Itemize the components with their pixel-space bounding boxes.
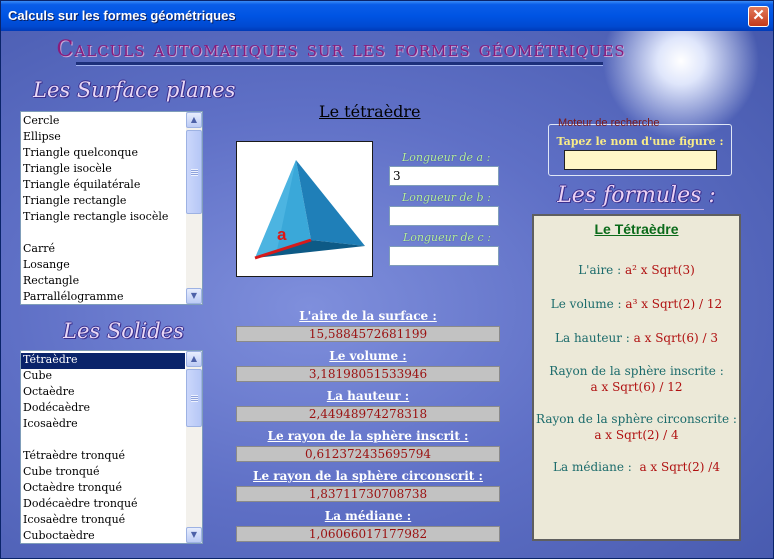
circumscribed-radius-label: Le rayon de la sphère circonscrit :	[253, 469, 483, 483]
scroll-down-icon[interactable]: ▼	[186, 527, 202, 543]
search-input[interactable]	[564, 150, 717, 170]
list-item[interactable]: Triangle équilatérale	[23, 178, 141, 191]
main-title: Calculs automatiques sur les formes géométriques	[56, 37, 626, 62]
formula-circumscribed-radius: Rayon de la sphère circonscrite : a x Sqrt(2) / 4	[536, 412, 737, 442]
list-item[interactable]: Rectangle	[23, 274, 80, 287]
length-c-label: Longueur de c :	[403, 231, 491, 244]
length-b-input[interactable]	[389, 206, 499, 226]
surfaces-heading: Les Surface planes	[33, 78, 236, 102]
edge-a-label: a	[277, 225, 287, 244]
list-item[interactable]: Triangle rectangle isocèle	[23, 210, 169, 223]
list-item[interactable]: Cercle	[23, 114, 60, 127]
area-value: 15,5884572681199	[236, 326, 500, 342]
solides-heading: Les Solides	[63, 319, 184, 343]
list-item[interactable]: Tétraèdre	[21, 353, 185, 369]
surfaces-scrollbar[interactable]	[186, 112, 202, 304]
search-prompt: Tapez le nom d'une figure :	[556, 135, 724, 148]
list-item[interactable]: Losange	[23, 258, 70, 271]
list-item[interactable]: Triangle isocèle	[23, 162, 112, 175]
scroll-up-icon[interactable]: ▲	[186, 351, 202, 367]
close-button[interactable]: ✕	[748, 6, 769, 27]
area-label: L'aire de la surface :	[299, 309, 437, 323]
list-item[interactable]: Cuboctaèdre	[23, 529, 95, 542]
volume-label: Le volume :	[329, 349, 407, 363]
median-value: 1,06066017177982	[236, 526, 500, 542]
window-title: Calculs sur les formes géométriques	[8, 8, 236, 23]
list-item[interactable]: Dodécaèdre tronqué	[23, 497, 138, 510]
formulas-underline	[584, 209, 704, 210]
solides-scrollbar[interactable]	[186, 351, 202, 543]
list-item[interactable]: Dodécaèdre	[23, 401, 91, 414]
shape-image	[236, 141, 373, 277]
formulas-heading: Les formules :	[557, 183, 716, 208]
median-label: La médiane :	[324, 509, 412, 523]
tetrahedron-icon	[237, 142, 372, 276]
list-item[interactable]: Tétraèdre tronqué	[23, 449, 126, 462]
search-group	[548, 117, 732, 176]
list-item[interactable]: Ellipse	[23, 130, 61, 143]
solides-list	[21, 353, 185, 544]
formula-inscribed-radius: Rayon de la sphère inscrite : a x Sqrt(6) / 12	[549, 364, 724, 394]
surfaces-listbox[interactable]	[20, 111, 203, 305]
shape-title: Le tétraèdre	[319, 102, 421, 121]
list-item[interactable]: Cube	[23, 369, 53, 382]
height-label: La hauteur :	[326, 389, 410, 403]
formula-median: La médiane : a x Sqrt(2) /4	[553, 460, 720, 474]
list-item[interactable]	[21, 226, 185, 242]
list-item[interactable]: Parrallélogramme	[23, 290, 124, 303]
formula-height: La hauteur : a x Sqrt(6) / 3	[555, 331, 718, 345]
scroll-down-icon[interactable]: ▼	[186, 288, 202, 304]
list-item[interactable]	[21, 433, 185, 449]
surfaces-list	[21, 114, 185, 305]
length-a-input[interactable]: 3	[389, 166, 499, 186]
circumscribed-radius-value: 1,83711730708738	[236, 486, 500, 502]
scroll-thumb[interactable]	[186, 369, 202, 427]
list-item[interactable]: Triangle rectangle	[23, 194, 127, 207]
search-legend: Moteur de recherche	[558, 117, 660, 129]
inscribed-radius-label: Le rayon de la sphère inscrit :	[267, 429, 469, 443]
inscribed-radius-value: 0,612372435695794	[236, 446, 500, 462]
formulas-panel	[532, 214, 741, 541]
formula-volume: Le volume : a³ x Sqrt(2) / 12	[550, 297, 723, 311]
length-c-input[interactable]	[389, 246, 499, 266]
scroll-thumb[interactable]	[186, 130, 202, 214]
list-item[interactable]: Icosaèdre tronqué	[23, 513, 126, 526]
formula-area: L'aire : a² x Sqrt(3)	[578, 263, 695, 277]
list-item[interactable]: Cube tronqué	[23, 465, 100, 478]
volume-value: 3,18198051533946	[236, 366, 500, 382]
title-bar[interactable]	[1, 1, 773, 31]
formulas-title: Le Tétraèdre	[594, 221, 679, 237]
list-item[interactable]: Octaèdre tronqué	[23, 481, 122, 494]
title-divider	[76, 62, 603, 65]
list-item[interactable]: Carré	[23, 242, 56, 255]
length-a-label: Longueur de a :	[402, 151, 491, 164]
solides-listbox[interactable]	[20, 350, 203, 544]
list-item[interactable]: Triangle quelconque	[23, 146, 138, 159]
list-item[interactable]: Octaèdre	[23, 385, 75, 398]
scroll-up-icon[interactable]: ▲	[186, 112, 202, 128]
list-item[interactable]: Icosaèdre	[23, 417, 78, 430]
height-value: 2,44948974278318	[236, 406, 500, 422]
length-b-label: Longueur de b :	[402, 191, 491, 204]
